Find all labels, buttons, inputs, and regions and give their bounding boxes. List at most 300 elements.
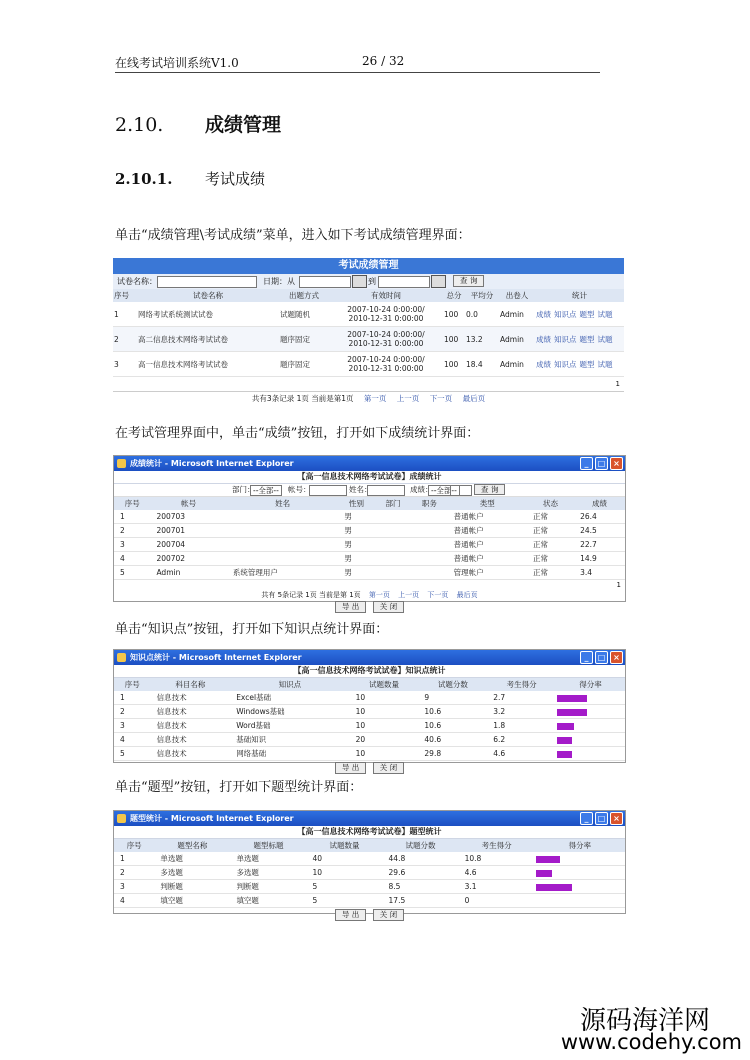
valid-to: 2010-12-31 0:00:00: [348, 314, 424, 323]
table-cell: 普通帐户: [448, 524, 527, 538]
window-controls: [580, 457, 623, 470]
table-cell: 普通帐户: [448, 538, 527, 552]
table-cell: [411, 552, 447, 566]
table-cell: 0: [459, 894, 535, 908]
table-cell: 200704: [150, 538, 226, 552]
table-cell: 13.2: [465, 327, 499, 352]
paragraph: 单击“成绩管理\考试成绩”菜单，进入如下考试成绩管理界面：: [115, 228, 471, 243]
table-cell: [411, 538, 447, 552]
exam-score-screenshot: [113, 258, 624, 403]
paper-name-label: 试卷名称：: [117, 277, 157, 286]
table-cell: 2: [114, 524, 150, 538]
table-cell: 正常: [527, 538, 574, 552]
score-rate-bar: [536, 856, 560, 863]
pagination: [114, 590, 625, 601]
table-cell: 100: [443, 302, 465, 327]
table-cell: 6.2: [487, 733, 556, 747]
table-cell: 10.6: [418, 719, 487, 733]
table-cell: [375, 566, 411, 580]
paragraph: 单击“题型”按钮，打开如下题型统计界面：: [115, 780, 363, 795]
table-cell: Admin: [499, 327, 535, 352]
section-number: 2.10.: [115, 114, 164, 136]
section-heading: [115, 110, 281, 137]
table-cell: 正常: [527, 510, 574, 524]
ie-icon: [117, 653, 126, 662]
table-cell: 40: [306, 852, 382, 866]
score-rate-bar: [557, 751, 572, 758]
col-header: 部门: [375, 497, 411, 510]
table-cell: 2: [114, 866, 154, 880]
col-header: 试题数量: [306, 839, 382, 852]
table-cell: 10: [350, 705, 419, 719]
minimize-icon[interactable]: _: [580, 457, 593, 470]
subsection-heading: [115, 168, 265, 189]
valid-from: 2007-10-24 0:00:00/: [347, 355, 425, 364]
panel-title: 【高一信息技术网络考试试卷】题型统计: [114, 826, 625, 839]
first-page-link[interactable]: 第一页: [368, 591, 390, 599]
close-button[interactable]: 关 闭: [373, 909, 404, 921]
table-cell: 高二信息技术网络考试试卷: [137, 327, 279, 352]
type-stats-window: [113, 810, 626, 919]
table-cell: [375, 510, 411, 524]
page-number: 26 / 32: [362, 54, 405, 68]
table-cell: 题序固定: [279, 352, 329, 377]
page-indicator: 1: [113, 377, 624, 392]
col-header: 题型标题: [230, 839, 306, 852]
window-title: 成绩统计 - Microsoft Internet Explorer: [130, 459, 294, 468]
col-header: 姓名: [227, 497, 338, 510]
col-header: 知识点: [230, 678, 349, 691]
panel-title: 【高一信息技术网络考试试卷】知识点统计: [114, 665, 625, 678]
section-title: 成绩管理: [205, 114, 282, 136]
subsection-number: 2.10.1.: [115, 170, 173, 188]
table-cell: Admin: [499, 302, 535, 327]
table-cell: 5: [306, 880, 382, 894]
table-cell: 3.2: [487, 705, 556, 719]
table-cell: [535, 302, 624, 327]
table-cell: [329, 302, 443, 327]
type-table: [114, 839, 625, 908]
col-header: 有效时间: [329, 289, 443, 302]
table-row: [113, 302, 624, 327]
table-cell: 10: [350, 691, 419, 705]
table-cell: 14.9: [574, 552, 625, 566]
date-to-input[interactable]: [378, 276, 430, 288]
export-button[interactable]: 导 出: [335, 601, 366, 613]
valid-from: 2007-10-24 0:00:00/: [347, 305, 425, 314]
col-header: 总分: [443, 289, 465, 302]
score-rate-cell: [556, 747, 625, 761]
table-cell: 填空题: [230, 894, 306, 908]
stats-action-link[interactable]: 知识点: [554, 334, 577, 344]
stats-action-link[interactable]: 知识点: [554, 309, 577, 319]
table-cell: 多选题: [230, 866, 306, 880]
close-button[interactable]: 关 闭: [373, 601, 404, 613]
table-row: [114, 894, 625, 908]
table-cell: 4.6: [459, 866, 535, 880]
table-row: [114, 705, 625, 719]
table-cell: 男: [338, 566, 374, 580]
watermark-url: www.codehy.com: [560, 1030, 742, 1054]
table-cell: 4: [114, 552, 150, 566]
table-header: [114, 678, 625, 691]
col-header: 考生得分: [459, 839, 535, 852]
search-row: [113, 274, 624, 289]
name-label: 姓名：: [349, 485, 372, 494]
stats-action-link[interactable]: 题型: [579, 309, 595, 319]
table-cell: [375, 552, 411, 566]
table-cell: 3.1: [459, 880, 535, 894]
col-header: 序号: [114, 678, 151, 691]
knowledge-stats-window: [113, 649, 626, 772]
prev-page-link[interactable]: 上一页: [396, 394, 420, 403]
stats-action-link[interactable]: 题型: [579, 334, 595, 344]
table-row: [113, 352, 624, 377]
dept-select[interactable]: --全部--: [250, 485, 282, 496]
col-header: 帐号: [150, 497, 226, 510]
col-header: 状态: [527, 497, 574, 510]
score-rate-bar: [557, 709, 587, 716]
score-rate-bar: [536, 870, 552, 877]
table-cell: 4: [114, 733, 151, 747]
stats-action-link[interactable]: 知识点: [554, 359, 577, 369]
table-cell: Windows基础: [230, 705, 349, 719]
table-cell: 男: [338, 510, 374, 524]
score-rate-cell: [535, 866, 625, 880]
table-cell: [411, 524, 447, 538]
score-rate-bar: [557, 695, 587, 702]
table-cell: Word基础: [230, 719, 349, 733]
col-header: 考生得分: [487, 678, 556, 691]
col-header: 出卷人: [499, 289, 535, 302]
table-cell: 200702: [150, 552, 226, 566]
score-input[interactable]: [450, 485, 472, 496]
table-cell: [375, 524, 411, 538]
col-header: 成绩: [574, 497, 625, 510]
table-cell: 18.4: [465, 352, 499, 377]
export-button[interactable]: 导 出: [335, 909, 366, 921]
table-cell: 3: [113, 352, 137, 377]
date-from-input[interactable]: [299, 276, 351, 288]
page-header: [115, 52, 600, 73]
query-button[interactable]: 查 询: [453, 275, 484, 287]
paper-name-input[interactable]: [157, 276, 257, 288]
col-header: 试题分数: [418, 678, 487, 691]
table-cell: 10.8: [459, 852, 535, 866]
table-cell: 200703: [150, 510, 226, 524]
score-rate-cell: [556, 719, 625, 733]
table-cell: 信息技术: [151, 719, 231, 733]
table-cell: [227, 552, 338, 566]
score-rate-bar: [557, 737, 572, 744]
table-cell: 普通帐户: [448, 552, 527, 566]
maximize-icon[interactable]: □: [595, 651, 608, 664]
score-rate-bar: [557, 723, 574, 730]
table-cell: [329, 352, 443, 377]
table-row: [114, 852, 625, 866]
table-cell: 44.8: [383, 852, 459, 866]
table-cell: 3: [114, 719, 151, 733]
calendar-icon[interactable]: [431, 275, 446, 288]
doc-title: 在线考试培训系统V1.0: [115, 56, 239, 70]
col-header: 性别: [338, 497, 374, 510]
table-cell: [227, 538, 338, 552]
table-cell: [411, 510, 447, 524]
first-page-link[interactable]: 第一页: [363, 394, 387, 403]
next-page-link[interactable]: 下一页: [427, 591, 449, 599]
table-cell: 信息技术: [151, 691, 231, 705]
table-cell: 10: [306, 866, 382, 880]
table-cell: 29.6: [383, 866, 459, 880]
valid-to: 2010-12-31 0:00:00: [348, 339, 424, 348]
table-row: [114, 733, 625, 747]
action-buttons: [114, 909, 625, 921]
table-cell: [535, 327, 624, 352]
filter-row: [114, 484, 625, 497]
account-label: 帐号：: [288, 485, 311, 494]
col-header: 序号: [114, 497, 150, 510]
valid-from: 2007-10-24 0:00:00/: [347, 330, 425, 339]
col-header: 职务: [411, 497, 447, 510]
export-button[interactable]: 导 出: [335, 762, 366, 774]
table-cell: 22.7: [574, 538, 625, 552]
col-header: 科目名称: [151, 678, 231, 691]
table-cell: 200701: [150, 524, 226, 538]
table-cell: Admin: [499, 352, 535, 377]
col-header: 序号: [114, 839, 154, 852]
last-page-link[interactable]: 最后页: [462, 394, 486, 403]
table-cell: Excel基础: [230, 691, 349, 705]
table-cell: 正常: [527, 566, 574, 580]
prev-page-link[interactable]: 上一页: [398, 591, 420, 599]
score-select[interactable]: --全部--: [428, 485, 460, 496]
minimize-icon[interactable]: _: [580, 651, 593, 664]
action-buttons: [114, 762, 625, 774]
table-row: [114, 691, 625, 705]
table-cell: [227, 510, 338, 524]
window-title: 知识点统计 - Microsoft Internet Explorer: [130, 653, 302, 662]
table-row: [114, 719, 625, 733]
table-cell: 3: [114, 880, 154, 894]
close-icon[interactable]: ×: [610, 457, 623, 470]
table-cell: 单选题: [154, 852, 230, 866]
close-icon[interactable]: ×: [610, 651, 623, 664]
score-table: [114, 497, 625, 580]
table-row: [114, 747, 625, 761]
record-summary: 共有 5条记录 1页 当前是第 1页: [261, 591, 361, 599]
table-cell: 填空题: [154, 894, 230, 908]
table-cell: 4: [114, 894, 154, 908]
table-cell: 单选题: [230, 852, 306, 866]
table-cell: 29.8: [418, 747, 487, 761]
table-cell: 题序固定: [279, 327, 329, 352]
col-header: 试题分数: [383, 839, 459, 852]
table-cell: 1: [114, 691, 151, 705]
table-cell: 2: [113, 327, 137, 352]
score-stats-window: [113, 455, 626, 611]
table-cell: 3.4: [574, 566, 625, 580]
account-input[interactable]: [309, 485, 347, 496]
table-cell: [411, 566, 447, 580]
paragraph: 单击“知识点”按钮，打开如下知识点统计界面：: [115, 622, 389, 637]
score-rate-cell: [535, 852, 625, 866]
table-cell: 100: [443, 352, 465, 377]
ie-icon: [117, 459, 126, 468]
table-row: [114, 880, 625, 894]
table-cell: 1: [114, 510, 150, 524]
paragraph: 在考试管理界面中，单击“成绩”按钮，打开如下成绩统计界面：: [115, 426, 480, 441]
stats-action-link[interactable]: 成绩: [536, 359, 551, 369]
stats-action-link[interactable]: 成绩: [536, 334, 551, 344]
table-row: [114, 866, 625, 880]
col-header: 类型: [448, 497, 527, 510]
score-rate-cell: [556, 705, 625, 719]
table-cell: 男: [338, 552, 374, 566]
close-icon[interactable]: ×: [610, 812, 623, 825]
table-cell: 普通帐户: [448, 510, 527, 524]
panel-title: 考试成绩管理: [113, 258, 624, 274]
watermark-title: 源码海洋网: [579, 1006, 710, 1036]
table-cell: 10.6: [418, 705, 487, 719]
col-header: 题型名称: [154, 839, 230, 852]
window-title: 题型统计 - Microsoft Internet Explorer: [130, 814, 294, 823]
table-cell: 1: [114, 852, 154, 866]
col-header: 试题数量: [350, 678, 419, 691]
minimize-icon[interactable]: _: [580, 812, 593, 825]
action-buttons: [114, 601, 625, 613]
table-cell: 男: [338, 538, 374, 552]
table-cell: 男: [338, 524, 374, 538]
subsection-title: 考试成绩: [205, 170, 266, 188]
table-cell: 0.0: [465, 302, 499, 327]
knowledge-table: [114, 678, 625, 761]
table-row: [114, 510, 625, 524]
col-header: 得分率: [556, 678, 625, 691]
table-cell: 信息技术: [151, 733, 231, 747]
table-header: [113, 289, 624, 302]
table-cell: 信息技术: [151, 705, 231, 719]
query-button[interactable]: 查 询: [474, 484, 505, 495]
col-header: 序号: [113, 289, 137, 302]
col-header: 得分率: [535, 839, 625, 852]
table-cell: [329, 327, 443, 352]
table-cell: 8.5: [383, 880, 459, 894]
table-cell: 判断题: [230, 880, 306, 894]
table-cell: 判断题: [154, 880, 230, 894]
stats-action-link[interactable]: 试题: [597, 309, 613, 319]
table-cell: 2.7: [487, 691, 556, 705]
panel-title: 【高一信息技术网络考试试卷】成绩统计: [114, 471, 625, 484]
calendar-icon[interactable]: [352, 275, 367, 288]
table-cell: 17.5: [383, 894, 459, 908]
score-rate-cell: [556, 691, 625, 705]
table-row: [114, 566, 625, 580]
table-cell: 网络基础: [230, 747, 349, 761]
table-header: [114, 497, 625, 510]
table-cell: 100: [443, 327, 465, 352]
stats-action-link[interactable]: 试题: [597, 334, 613, 344]
dept-label: 部门：: [232, 485, 255, 494]
page-indicator: 1: [616, 581, 621, 589]
score-rate-cell: [535, 894, 625, 908]
score-label: 成绩：: [410, 485, 433, 494]
table-cell: 网络考试系统测试试卷: [137, 302, 279, 327]
table-row: [114, 524, 625, 538]
table-cell: 9: [418, 691, 487, 705]
window-controls: [580, 651, 623, 664]
next-page-link[interactable]: 下一页: [429, 394, 453, 403]
table-cell: 26.4: [574, 510, 625, 524]
pagination: [113, 392, 624, 406]
table-row: [113, 327, 624, 352]
col-header: 统计: [535, 289, 624, 302]
score-rate-bar: [536, 884, 572, 891]
table-cell: 管理帐户: [448, 566, 527, 580]
score-rate-cell: [535, 880, 625, 894]
stats-action-link[interactable]: 试题: [597, 359, 613, 369]
stats-action-link[interactable]: 题型: [579, 359, 595, 369]
name-input[interactable]: [367, 485, 405, 496]
window-titlebar: [114, 456, 625, 471]
close-button[interactable]: 关 闭: [373, 762, 404, 774]
table-cell: 系统管理用户: [227, 566, 338, 580]
table-cell: [375, 538, 411, 552]
col-header: 试卷名称: [137, 289, 279, 302]
table-row: [114, 538, 625, 552]
table-cell: 5: [114, 747, 151, 761]
table-cell: 5: [306, 894, 382, 908]
table-cell: 20: [350, 733, 419, 747]
table-header: [114, 839, 625, 852]
table-cell: 24.5: [574, 524, 625, 538]
table-cell: [535, 352, 624, 377]
table-cell: 1: [113, 302, 137, 327]
maximize-icon[interactable]: □: [595, 812, 608, 825]
table-cell: [227, 524, 338, 538]
last-page-link[interactable]: 最后页: [456, 591, 478, 599]
window-titlebar: [114, 650, 625, 665]
table-cell: 5: [114, 566, 150, 580]
table-cell: 多选题: [154, 866, 230, 880]
table-cell: 2: [114, 705, 151, 719]
table-cell: 高一信息技术网络考试试卷: [137, 352, 279, 377]
table-cell: 基础知识: [230, 733, 349, 747]
table-cell: 40.6: [418, 733, 487, 747]
table-cell: 4.6: [487, 747, 556, 761]
window-controls: [580, 812, 623, 825]
table-cell: 正常: [527, 524, 574, 538]
valid-to: 2010-12-31 0:00:00: [348, 364, 424, 373]
exam-table: [113, 289, 624, 377]
stats-action-link[interactable]: 成绩: [536, 309, 551, 319]
table-cell: 10: [350, 719, 419, 733]
date-label: 日期：从: [263, 277, 295, 286]
maximize-icon[interactable]: □: [595, 457, 608, 470]
table-cell: Admin: [150, 566, 226, 580]
table-cell: 10: [350, 747, 419, 761]
record-summary: 共有3条记录 1页 当前是第1页: [251, 394, 354, 403]
col-header: 平均分: [465, 289, 499, 302]
ie-icon: [117, 814, 126, 823]
table-cell: 正常: [527, 552, 574, 566]
table-row: [114, 552, 625, 566]
col-header: 出题方式: [279, 289, 329, 302]
table-cell: 试题随机: [279, 302, 329, 327]
score-rate-cell: [556, 733, 625, 747]
table-cell: 3: [114, 538, 150, 552]
date-to-label: 到: [368, 277, 376, 286]
table-cell: 1.8: [487, 719, 556, 733]
